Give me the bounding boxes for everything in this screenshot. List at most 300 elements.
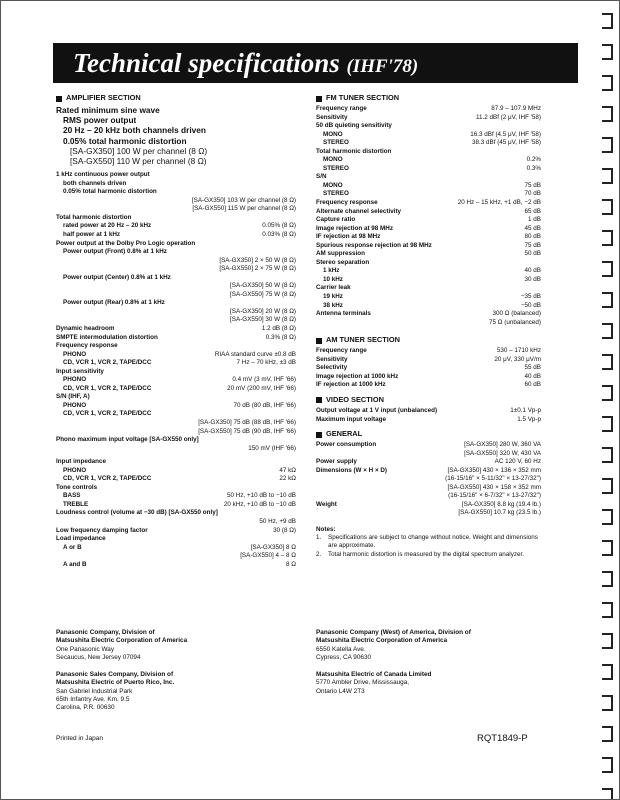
spec-row (56, 334, 296, 343)
spec-label: Frequency range (316, 347, 367, 355)
amplifier-header-text: AMPLIFIER SECTION (66, 93, 141, 103)
spec-value (537, 284, 541, 293)
spec-label: BASS (63, 492, 81, 500)
spec-label: Total harmonic distortion (56, 213, 132, 221)
spec-label: PHONO (63, 376, 87, 384)
binding-ring (602, 602, 613, 618)
spec-value (292, 484, 296, 493)
spec-value: 300 Ω (balanced) (492, 310, 541, 318)
spec-label: [SA-GX550] 110 W per channel (8 Ω) (70, 155, 207, 166)
address-block-canada (316, 671, 431, 696)
spec-row (56, 342, 296, 351)
spec-label: STEREO (323, 139, 349, 147)
spec-label: Image rejection at 98 MHz (316, 224, 393, 232)
spec-value: [SA-GX550] 30 W (8 Ω) (230, 316, 296, 324)
spec-value: 16.3 dBf (4.5 μV, IHF '58) (470, 130, 541, 138)
video-spec-list (316, 407, 541, 424)
spec-label: 0.05% total harmonic distortion (63, 188, 157, 196)
spec-value: [SA-GX550] 2 × 75 W (8 Ω) (219, 265, 296, 273)
spec-label: Alternate channel selectivity (316, 207, 402, 215)
spec-value (292, 436, 296, 445)
spec-value: [SA-GX550] 320 W, 430 VA (464, 449, 541, 457)
spec-value: 20 kHz, +10 dB to −10 dB (223, 500, 296, 508)
spec-value: [SA-GX550] 75 W (8 Ω) (230, 290, 296, 298)
spec-row (56, 248, 296, 257)
right-column (316, 93, 541, 559)
spec-label: S/N (316, 173, 327, 181)
address-block-west (316, 629, 471, 662)
spec-row (56, 231, 296, 240)
am-section-header (316, 335, 541, 346)
spec-value (292, 248, 296, 257)
spec-value: [SA-GX350] 430 × 136 × 352 mm (447, 466, 541, 474)
spec-row (316, 484, 541, 493)
spec-value: [SA-GX350] 8 Ω (250, 543, 296, 551)
note-item (316, 551, 541, 559)
spec-label: PHONO (63, 350, 87, 358)
spec-value: RIAA standard curve ±0.8 dB (214, 350, 296, 358)
spec-row (56, 535, 296, 544)
company-name: Matsushita Electric Corporation of America (316, 637, 448, 645)
spec-row (316, 267, 541, 276)
spec-row (56, 205, 296, 214)
spec-value (537, 259, 541, 268)
spec-label: Dimensions (W × H × D) (316, 466, 388, 474)
spec-label: CD, VCR 1, VCR 2, TAPE/DCC (63, 384, 152, 392)
spec-row (56, 467, 296, 476)
spec-row (316, 467, 541, 476)
spec-label: 1 kHz (323, 267, 340, 275)
spec-label: both channels driven (63, 179, 127, 187)
spec-row (316, 347, 541, 356)
spec-value: 75 Ω (unbalanced) (489, 318, 541, 326)
spec-label: Carrier leak (316, 284, 351, 292)
spec-value: 50 Hz, +10 dB to −10 dB (227, 492, 296, 500)
spec-value: [SA-GX550] 10.7 kg (23.5 lb.) (458, 509, 541, 517)
spec-value (292, 146, 296, 156)
spec-row (316, 131, 541, 140)
spec-value: 40 dB (524, 267, 541, 275)
spec-value (292, 410, 296, 419)
spec-label: Phono maximum input voltage [SA-GX550 only] (56, 436, 199, 444)
spec-row (56, 265, 296, 274)
spec-value: 8 Ω (286, 560, 296, 568)
spec-value: 20 μV, 330 μV/m (494, 355, 541, 363)
address-line: Cypress, CA 90630 (316, 653, 372, 661)
spec-value: 7 Hz – 70 kHz, ±3 dB (236, 359, 296, 367)
spec-label: Sensitivity (316, 355, 348, 363)
amplifier-spec-list (56, 105, 296, 569)
spec-row (316, 105, 541, 114)
spec-label: SMPTE intermodulation distortion (56, 333, 158, 341)
binding-ring (602, 664, 613, 680)
binding-ring (602, 540, 613, 556)
address-block-east (56, 629, 187, 662)
spec-row (316, 114, 541, 123)
spec-value: (16-15/16" × 6-7/32" × 13-27/32") (448, 492, 541, 500)
spec-label: STEREO (323, 190, 349, 198)
spec-row (56, 240, 296, 249)
spec-row (316, 190, 541, 199)
spec-row (56, 527, 296, 536)
spec-value: [SA-GX350] 103 W per channel (8 Ω) (191, 196, 296, 204)
company-name: Panasonic Company (West) of America, Division of (316, 629, 471, 636)
spec-row (316, 225, 541, 234)
spec-value: 75 dB (524, 241, 541, 249)
binding-ring (602, 323, 613, 339)
video-header-text: VIDEO SECTION (326, 395, 384, 405)
spec-value: 150 mV (IHF '66) (248, 444, 296, 452)
company-name: Matsushita Electric Corporation of America (56, 637, 188, 645)
spec-row (56, 501, 296, 510)
spec-value: 1.5 Vp-p (517, 415, 541, 423)
spec-label: Load impedance (56, 535, 106, 543)
spec-value (292, 368, 296, 377)
spec-row (56, 518, 296, 527)
spec-value (292, 171, 296, 180)
spec-value: 47 kΩ (279, 466, 296, 474)
spec-value: 87.9 – 107.9 MHz (491, 105, 541, 112)
spec-value: 50 dB (524, 250, 541, 258)
fm-header-text: FM TUNER SECTION (326, 93, 400, 103)
note-number: 2. (316, 550, 322, 558)
spec-label: Spurious response rejection at 98 MHz (316, 241, 432, 249)
spec-label: IF rejection at 98 MHz (316, 233, 381, 241)
spec-label: Power supply (316, 458, 357, 466)
spec-row (316, 364, 541, 373)
spec-row (56, 492, 296, 501)
spec-label: 10 kHz (323, 275, 343, 283)
binding-ring (602, 168, 613, 184)
spec-row (56, 316, 296, 325)
spec-label: half power at 1 kHz (63, 230, 121, 238)
company-name: Matsushita Electric of Puerto Rico, Inc. (56, 679, 175, 687)
spec-row (56, 475, 296, 484)
spec-value: 80 dB (524, 233, 541, 241)
spec-label: CD, VCR 1, VCR 2, TAPE/DCC (63, 359, 152, 367)
spec-value: [SA-GX350] 2 × 50 W (8 Ω) (219, 256, 296, 264)
binding-ring (602, 292, 613, 308)
spec-row (316, 250, 541, 259)
section-bullet-icon (316, 397, 322, 403)
spec-row (316, 441, 541, 450)
spec-value: 0.3% (8 Ω) (265, 333, 296, 341)
section-bullet-icon (316, 338, 322, 344)
spec-value: 530 – 1710 kHz (496, 347, 541, 355)
spec-value: 30 (8 Ω) (273, 526, 296, 534)
spec-label: 20 Hz – 20 kHz both channels driven (63, 125, 206, 136)
spec-label: PHONO (63, 401, 87, 409)
spec-row (56, 410, 296, 419)
spec-row (316, 182, 541, 191)
spec-value: [SA-GX350] 8.8 kg (19.4 lb.) (461, 500, 541, 508)
spec-row (56, 156, 296, 166)
spec-row (56, 402, 296, 411)
spec-value (537, 148, 541, 157)
spec-row (56, 393, 296, 402)
address-line: San Gabriel Industrial Park (56, 687, 133, 695)
spec-label: 50 dB quieting sensitivity (316, 122, 392, 130)
spec-row (316, 199, 541, 208)
binding-ring (602, 385, 613, 401)
spec-label: rated power at 20 Hz – 20 kHz (63, 222, 152, 230)
spec-row (316, 173, 541, 182)
binding-ring (602, 633, 613, 649)
spec-row (316, 381, 541, 390)
spec-row (56, 222, 296, 231)
address-line: 5770 Ambler Drive, Mississauga, (316, 679, 410, 687)
spec-row (316, 492, 541, 501)
spec-label: Low frequency damping factor (56, 526, 148, 534)
section-bullet-icon (316, 432, 322, 438)
binding-ring (602, 354, 613, 370)
spec-row (316, 242, 541, 251)
notes-block (316, 526, 541, 559)
title-banner (53, 43, 578, 83)
spec-row (56, 561, 296, 570)
spec-label: Power output (Front) 0.8% at 1 kHz (63, 248, 167, 256)
spec-label: 38 kHz (323, 301, 343, 309)
spec-label: CD, VCR 1, VCR 2, TAPE/DCC (63, 475, 152, 483)
amplifier-section-header (56, 93, 296, 104)
spec-row (316, 416, 541, 425)
spec-value (292, 274, 296, 283)
note-number: 1. (316, 534, 322, 542)
spec-row (56, 428, 296, 437)
address-line: One Panasonic Way (56, 645, 115, 653)
spec-value (292, 125, 296, 135)
spec-label: Power consumption (316, 441, 377, 449)
spec-value: 75 dB (524, 181, 541, 189)
spec-row (316, 475, 541, 484)
spec-row (56, 376, 296, 385)
spec-label: MONO (323, 130, 343, 138)
spec-value (292, 509, 296, 518)
spec-row (316, 284, 541, 293)
spec-row (56, 484, 296, 493)
spec-value: 11.2 dBf (2 μV, IHF '58) (475, 113, 541, 121)
binding-ring (602, 416, 613, 432)
spec-label: Image rejection at 1000 kHz (316, 372, 399, 380)
address-line: Ontario L4W 2T3 (316, 687, 365, 695)
spec-label: S/N (IHF, A) (56, 393, 90, 401)
left-column (56, 93, 296, 569)
spec-label: IF rejection at 1000 kHz (316, 381, 386, 389)
spec-value (292, 188, 296, 197)
spec-value (292, 180, 296, 189)
spec-row (316, 407, 541, 416)
spec-row (316, 501, 541, 510)
spec-row (56, 552, 296, 561)
spec-value: 0.05% (8 Ω) (262, 222, 296, 230)
spec-label: Maximum input voltage (316, 415, 386, 423)
spec-value (292, 393, 296, 402)
company-name: Matsushita Electric of Canada Limited (316, 671, 432, 678)
spec-label: MONO (323, 156, 343, 164)
spec-label: Loudness control (volume at −30 dB) [SA-GX550 only] (56, 509, 218, 517)
spec-value: 20 mV (200 mV, IHF '66) (227, 384, 296, 392)
spec-row (316, 302, 541, 311)
spec-row (316, 148, 541, 157)
spec-label: Rated minimum sine wave (56, 105, 160, 115)
spec-value: 70 dB (80 dB, IHF '66) (233, 401, 296, 409)
spec-row (56, 214, 296, 223)
spec-value: [SA-GX550] 115 W per channel (8 Ω) (192, 205, 296, 213)
spec-label: Frequency response (316, 199, 378, 207)
spec-value (537, 122, 541, 131)
address-line: 65th Infantry Ave. Km. 9.5 (56, 695, 130, 703)
spec-value: 38.3 dBf (45 μV, IHF '58) (471, 139, 541, 147)
address-line: Carolina, P.R. 00630 (56, 704, 115, 712)
spec-label: PHONO (63, 466, 87, 474)
spec-row (316, 233, 541, 242)
spec-row (56, 299, 296, 308)
spec-value (292, 458, 296, 467)
spec-row (316, 509, 541, 518)
binding-ring (602, 509, 613, 525)
spec-value (292, 136, 296, 146)
spec-row (56, 359, 296, 368)
spec-label: Stereo separation (316, 258, 370, 266)
notes-header: Notes: (316, 525, 336, 533)
spec-value: 55 dB (524, 364, 541, 372)
spec-value (292, 342, 296, 351)
spec-value: 0.03% (8 Ω) (262, 230, 296, 238)
spec-row (316, 319, 541, 328)
spec-row (316, 373, 541, 382)
spec-value: 50 Hz, +9 dB (259, 518, 296, 525)
spec-label: 0.05% total harmonic distortion (63, 135, 187, 146)
spec-row (316, 450, 541, 459)
printed-in-label: Printed in Japan (56, 735, 103, 742)
spec-value: 40 dB (524, 372, 541, 380)
spec-row (56, 136, 296, 146)
binding-ring (602, 75, 613, 91)
spec-label: MONO (323, 181, 343, 189)
spec-row (56, 325, 296, 334)
address-block-puerto-rico (56, 671, 174, 712)
spec-row (56, 368, 296, 377)
spec-label: Tone controls (56, 483, 98, 491)
spec-value (292, 115, 296, 125)
spec-label: CD, VCR 1, VCR 2, TAPE/DCC (63, 410, 152, 418)
spec-row (56, 125, 296, 135)
general-spec-list (316, 441, 541, 518)
spec-row (56, 308, 296, 317)
fm-section-header (316, 93, 541, 104)
spec-value: 1±0.1 Vp-p (510, 406, 541, 414)
spec-value: 30 dB (524, 275, 541, 283)
spec-row (56, 282, 296, 291)
spec-row (316, 276, 541, 285)
spec-value: −50 dB (520, 301, 541, 309)
spec-row (56, 291, 296, 300)
spec-label: Weight (316, 500, 337, 508)
spec-value (292, 156, 296, 166)
spec-row (56, 419, 296, 428)
spec-row (56, 257, 296, 266)
address-line: 6550 Katella Ave. (316, 645, 366, 653)
binding-ring (602, 44, 613, 60)
am-spec-list (316, 347, 541, 390)
section-bullet-icon (56, 96, 62, 102)
spec-value (537, 173, 541, 182)
spec-label: Frequency response (56, 342, 118, 350)
spiral-binding (599, 1, 613, 800)
spec-label: Capture ratio (316, 216, 356, 224)
spec-value: 1.2 dB (8 Ω) (261, 324, 296, 332)
note-item (316, 534, 541, 550)
spec-row (316, 156, 541, 165)
spec-value: [SA-GX350] 50 W (8 Ω) (230, 282, 296, 290)
binding-ring (602, 788, 613, 800)
spec-label: Output voltage at 1 V input (unbalanced) (316, 406, 438, 414)
spec-value: 0.3% (526, 164, 541, 172)
binding-ring (602, 478, 613, 494)
spec-value: [SA-GX350] 20 W (8 Ω) (230, 307, 296, 315)
spec-row (56, 351, 296, 360)
binding-ring (602, 726, 613, 742)
address-line: Secaucus, New Jersey 07094 (56, 653, 141, 661)
spec-value (292, 535, 296, 544)
spec-row (56, 188, 296, 197)
spec-label: Dynamic headroom (56, 324, 115, 332)
binding-ring (602, 261, 613, 277)
spec-label: RMS power output (63, 115, 137, 126)
title-main: Technical specifications (73, 48, 340, 78)
spec-label: Sensitivity (316, 113, 348, 121)
spec-value: 0.4 mV (3 mV, IHF '66) (232, 376, 296, 384)
company-name: Panasonic Company, Division of (56, 629, 155, 636)
spec-value: 20 Hz – 15 kHz, +1 dB, −2 dB (457, 199, 541, 207)
spec-label: [SA-GX350] 100 W per channel (8 Ω) (70, 145, 208, 156)
general-section-header (316, 429, 541, 440)
spec-row (56, 436, 296, 445)
spec-row (56, 509, 296, 518)
spec-row (56, 197, 296, 206)
note-text: Total harmonic distortion is measured by the digital spectrum analyzer. (328, 550, 524, 558)
video-section-header (316, 395, 541, 406)
spec-value: 60 dB (524, 381, 541, 389)
spec-label: Power output (Center) 0.8% at 1 kHz (63, 273, 171, 281)
spec-label: A and B (63, 560, 87, 568)
spec-row (316, 208, 541, 217)
spec-value: [SA-GX550] 4 – 8 Ω (240, 552, 296, 560)
spec-row (316, 165, 541, 174)
binding-ring (602, 106, 613, 122)
spec-label: Selectivity (316, 364, 348, 372)
spec-row (56, 171, 296, 180)
fm-spec-list (316, 105, 541, 327)
spec-label: Power output at the Dolby Pro Logic operation (56, 239, 196, 247)
spec-value: 0.2% (526, 156, 541, 164)
spec-row (316, 139, 541, 148)
spec-row (56, 105, 296, 115)
binding-ring (602, 137, 613, 153)
spec-row (316, 458, 541, 467)
spec-label: AM suppression (316, 250, 365, 258)
spec-label: TREBLE (63, 500, 89, 508)
section-bullet-icon (316, 96, 322, 102)
spec-label: Frequency range (316, 105, 367, 112)
spec-label: Total harmonic distortion (316, 147, 392, 155)
spec-value (292, 214, 296, 223)
spec-label: 1 kHz continuous power output (56, 171, 150, 179)
title-sub: (IHF'78) (346, 56, 419, 77)
spec-row (56, 458, 296, 467)
spec-row (316, 122, 541, 131)
spec-row (56, 544, 296, 553)
